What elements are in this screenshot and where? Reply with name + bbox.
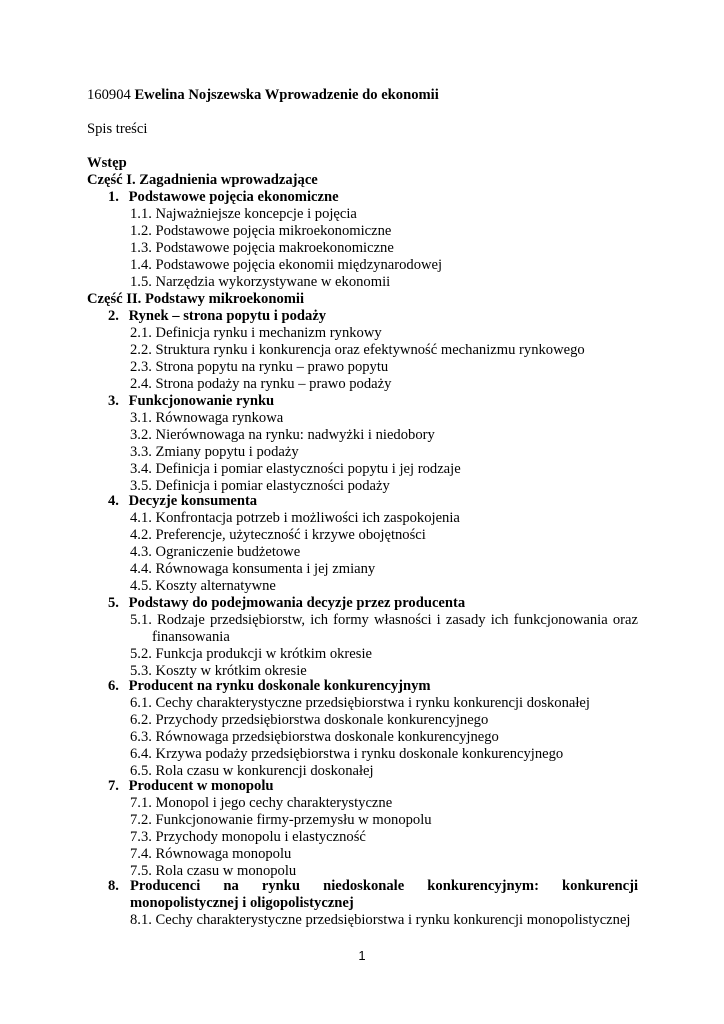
toc-word: zasady [445, 612, 486, 628]
toc-item: 3.1. Równowaga rynkowa [130, 410, 284, 426]
chapter-title: Producent na rynku doskonale konkurencyjnym [128, 678, 431, 694]
chapter-number: 3. [108, 393, 119, 409]
chapter-number: 8. [108, 878, 119, 894]
toc-word: oraz [612, 612, 638, 628]
toc-word: Rodzaje [157, 612, 205, 628]
chapter-title: Funkcjonowanie rynku [128, 393, 275, 409]
toc-item: 5.3. Koszty w krótkim okresie [130, 663, 307, 679]
chapter-title-word: na [223, 878, 239, 894]
toc-word: funkcjonowania [513, 612, 608, 628]
toc-item: 6.2. Przychody przedsiębiorstwa doskonale konkurencyjnego [130, 712, 489, 728]
toc-part-1: Część I. Zagadnienia wprowadzające [87, 172, 318, 188]
toc-part-2: Część II. Podstawy mikroekonomii [87, 291, 305, 307]
chapter-title-word: niedoskonale [323, 878, 405, 894]
toc-chapter-2 [108, 308, 326, 325]
toc-item: 4.1. Konfrontacja potrzeb i możliwości ich zaspokojenia [130, 510, 460, 526]
toc-chapter-5 [108, 595, 465, 612]
toc-title: Spis treści [87, 121, 148, 137]
toc-intro: Wstęp [87, 155, 127, 171]
chapter-number: 1. [108, 189, 119, 205]
document-header [87, 87, 439, 104]
toc-chapter-4 [108, 493, 257, 510]
toc-word: ich [490, 612, 509, 628]
toc-chapter-8 [108, 878, 119, 895]
chapter-title: Producent w monopolu [128, 778, 274, 794]
chapter-title: Rynek – strona popytu i podaży [128, 308, 327, 324]
toc-item: 2.1. Definicja rynku i mechanizm rynkowy [130, 325, 382, 341]
toc-item: 4.2. Preferencje, użyteczność i krzywe obojętności [130, 527, 426, 543]
chapter-number: 7. [108, 778, 119, 794]
toc-item: 7.3. Przychody monopolu i elastyczność [130, 829, 366, 845]
toc-chapter-3 [108, 393, 274, 410]
chapter-title-word: Producenci [130, 878, 201, 894]
document-author-title: Ewelina Nojszewska Wprowadzenie do ekonomii [134, 87, 439, 103]
toc-item: 1.4. Podstawowe pojęcia ekonomii międzynarodowej [130, 257, 443, 273]
toc-word: formy [333, 612, 369, 628]
toc-word: 5.1. [130, 612, 152, 628]
toc-item: 7.1. Monopol i jego cechy charakterystyczne [130, 795, 393, 811]
toc-item-justified [130, 612, 638, 629]
toc-item: 8.1. Cechy charakterystyczne przedsiębiorstwa i rynku konkurencji monopolistycznej [130, 912, 631, 928]
page-number: 1 [358, 948, 366, 963]
chapter-number: 2. [108, 308, 119, 324]
toc-item: 6.4. Krzywa podaży przedsiębiorstwa i rynku doskonale konkurencyjnego [130, 746, 564, 762]
chapter-number: 4. [108, 493, 119, 509]
toc-item: 4.3. Ograniczenie budżetowe [130, 544, 301, 560]
toc-word: własności [373, 612, 432, 628]
toc-item: 1.2. Podstawowe pojęcia mikroekonomiczne [130, 223, 392, 239]
toc-word: ich [310, 612, 329, 628]
toc-item: 2.4. Strona podaży na rynku – prawo podaży [130, 376, 392, 392]
toc-item: 3.3. Zmiany popytu i podaży [130, 444, 299, 460]
toc-item: 7.2. Funkcjonowanie firmy-przemysłu w monopolu [130, 812, 432, 828]
chapter-title-continuation: monopolistycznej i oligopolistycznej [130, 895, 354, 911]
toc-item: 7.5. Rola czasu w monopolu [130, 863, 297, 879]
chapter-title-word: konkurencji [562, 878, 638, 894]
toc-item-continuation: finansowania [152, 629, 230, 645]
toc-item: 4.4. Równowaga konsumenta i jej zmiany [130, 561, 376, 577]
toc-item: 3.2. Nierównowaga na rynku: nadwyżki i niedobory [130, 427, 435, 443]
toc-item: 7.4. Równowaga monopolu [130, 846, 292, 862]
toc-item: 5.2. Funkcja produkcji w krótkim okresie [130, 646, 372, 662]
toc-item: 2.2. Struktura rynku i konkurencja oraz efektywność mechanizmu rynkowego [130, 342, 585, 358]
toc-item: 6.1. Cechy charakterystyczne przedsiębiorstwa i rynku konkurencji doskonałej [130, 695, 590, 711]
toc-item: 1.1. Najważniejsze koncepcje i pojęcia [130, 206, 357, 222]
toc-chapter-1 [108, 189, 339, 206]
toc-item: 3.5. Definicja i pomiar elastyczności podaży [130, 478, 390, 494]
toc-word: i [436, 612, 441, 628]
chapter-title: Decyzje konsumenta [128, 493, 258, 509]
chapter-title: Podstawy do podejmowania decyzje przez producenta [128, 595, 466, 611]
toc-item: 4.5. Koszty alternatywne [130, 578, 276, 594]
chapter-title-word: konkurencyjnym: [427, 878, 539, 894]
toc-item: 1.3. Podstawowe pojęcia makroekonomiczne [130, 240, 394, 256]
toc-item: 1.5. Narzędzia wykorzystywane w ekonomii [130, 274, 391, 290]
chapter-number: 6. [108, 678, 119, 694]
toc-item: 6.3. Równowaga przedsiębiorstwa doskonale konkurencyjnego [130, 729, 499, 745]
document-id: 160904 [87, 87, 131, 103]
toc-word: przedsiębiorstw, [209, 612, 306, 628]
toc-chapter-6 [108, 678, 431, 695]
toc-item: 3.4. Definicja i pomiar elastyczności popytu i jej rodzaje [130, 461, 461, 477]
chapter-title: Podstawowe pojęcia ekonomiczne [128, 189, 339, 205]
toc-item: 6.5. Rola czasu w konkurencji doskonałej [130, 763, 374, 779]
toc-chapter-8-title-justified [130, 878, 638, 895]
toc-chapter-7 [108, 778, 274, 795]
toc-item: 2.3. Strona popytu na rynku – prawo popytu [130, 359, 389, 375]
chapter-number: 5. [108, 595, 119, 611]
chapter-title-word: rynku [261, 878, 300, 894]
